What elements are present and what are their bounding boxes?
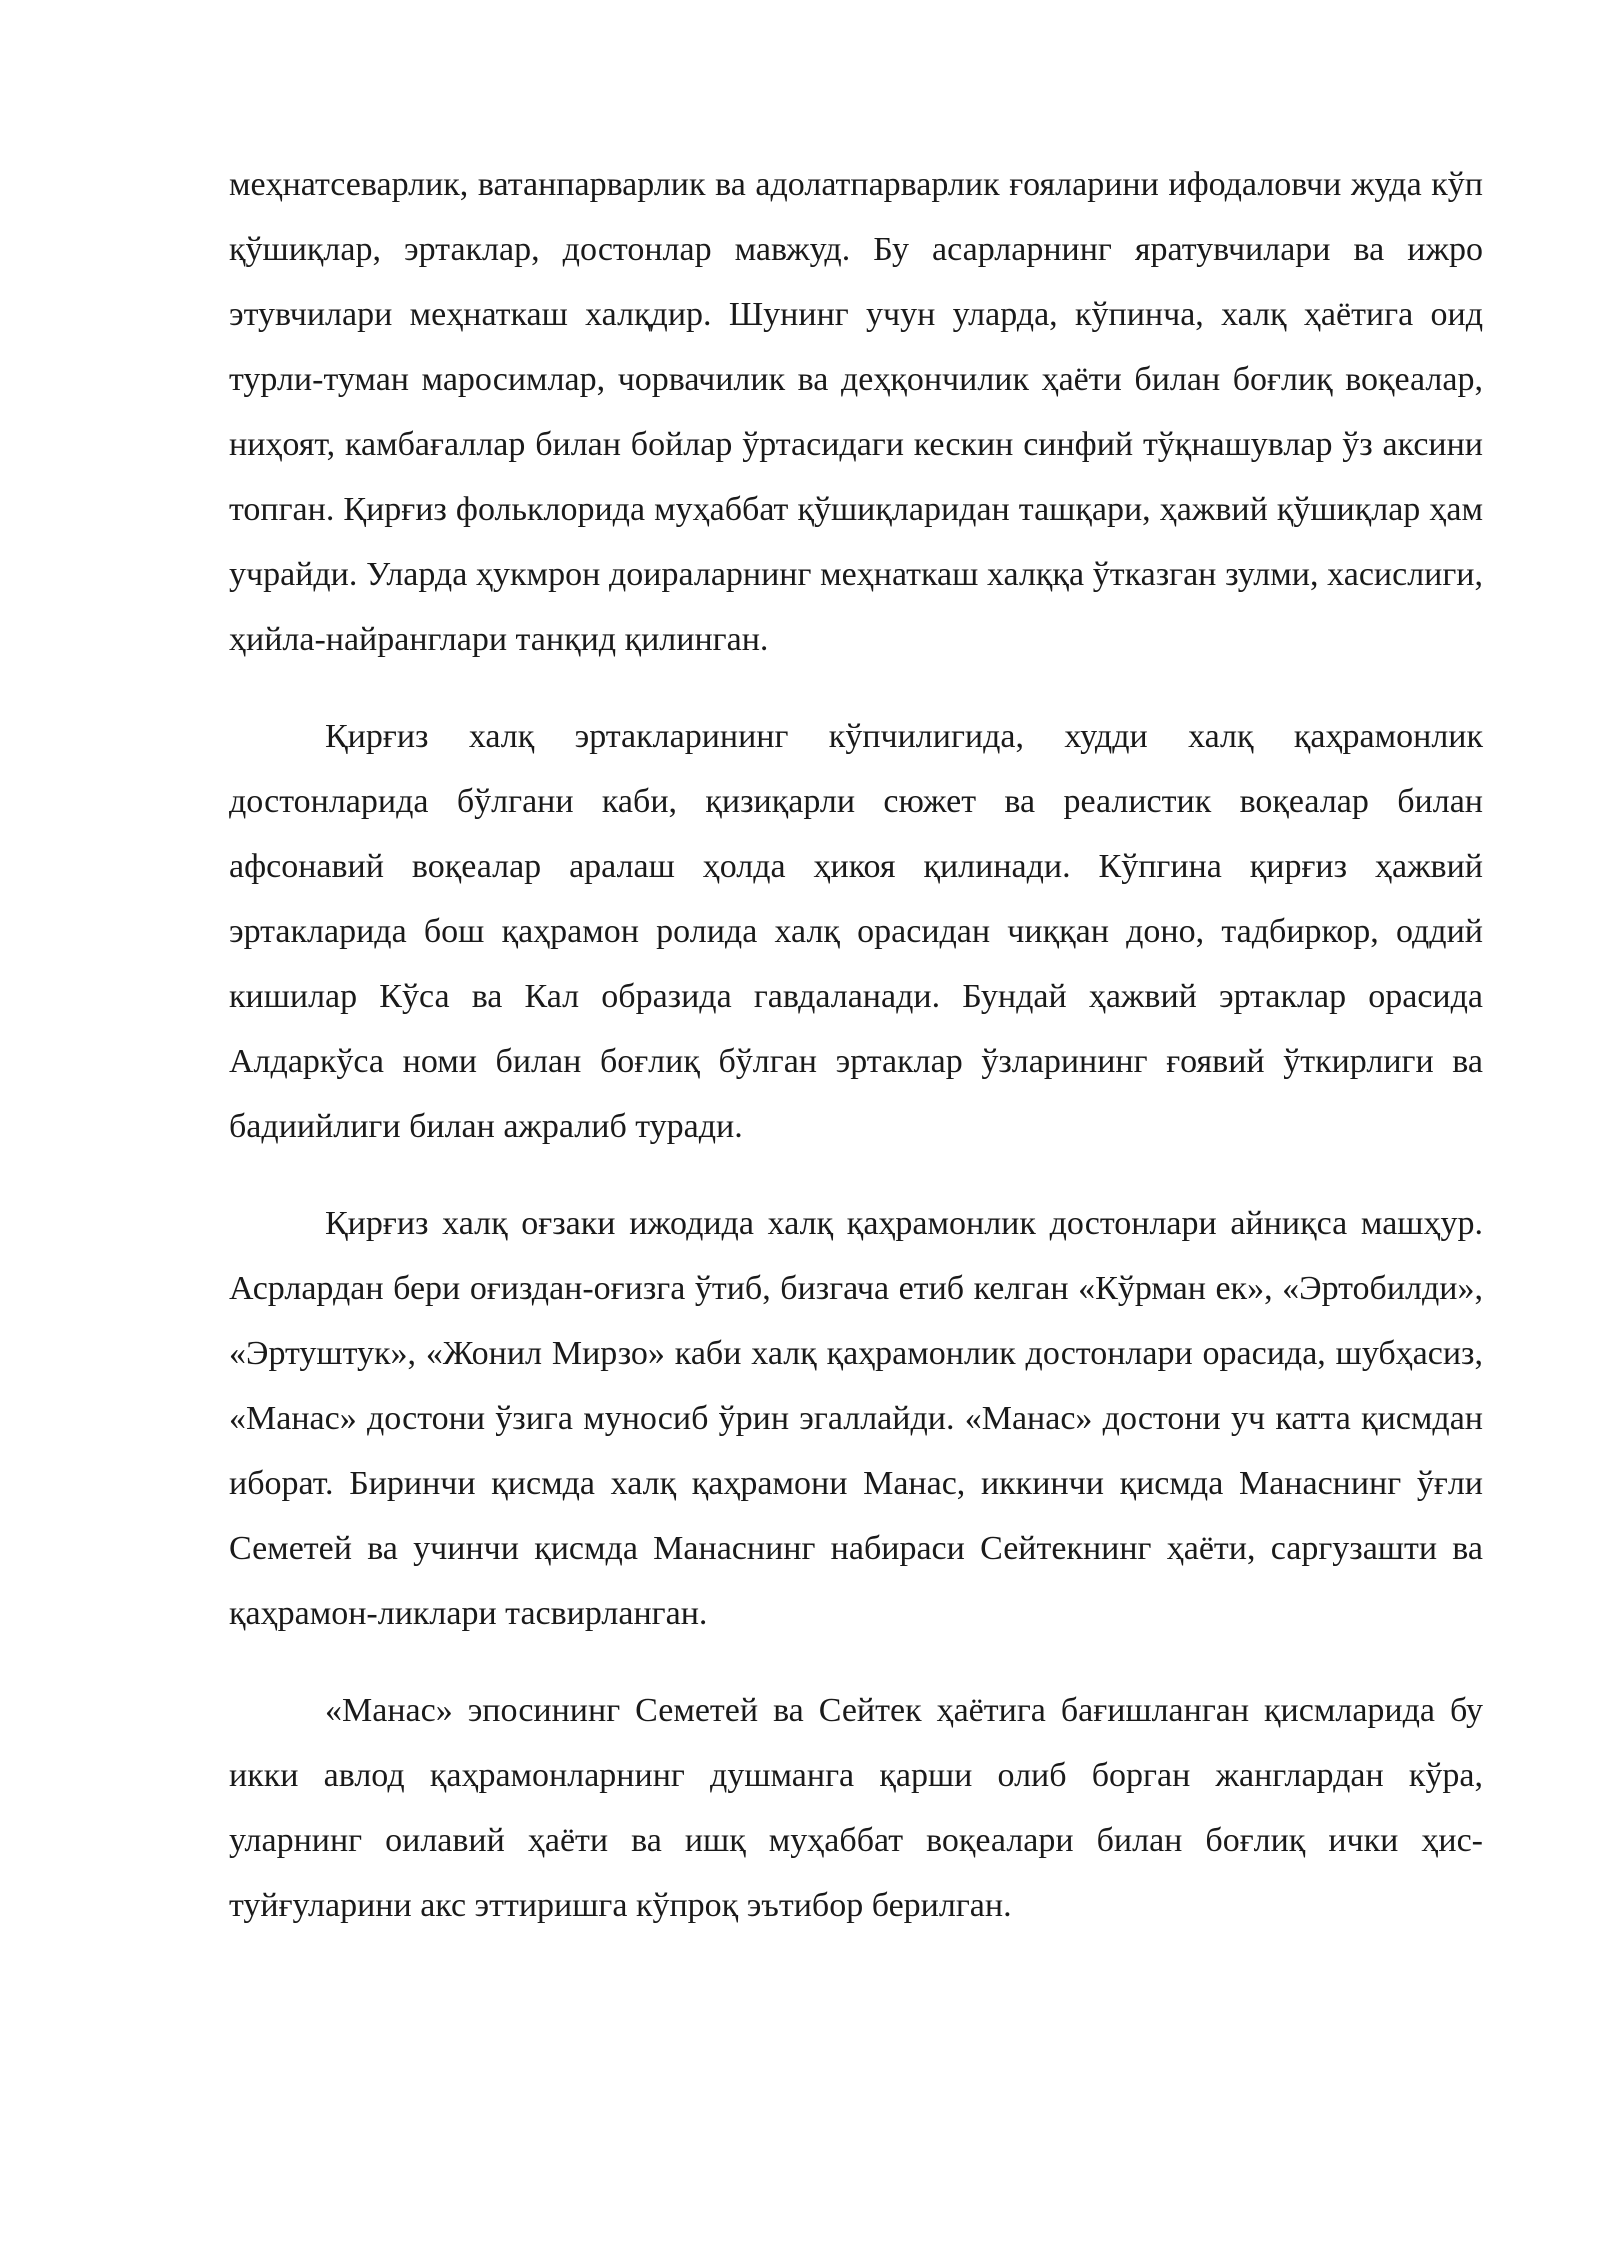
paragraph-3: Қирғиз халқ оғзаки ижодида халқ қаҳрамонлик достонлари айниқса машҳур. Асрлардан бери оғиздан-оғизга ўтиб, бизгача етиб келган «Кўрман ек», «Эртобилди», «Эртуштук», «Жонил Мирзо» каби халқ қаҳрамонлик достонлари орасида, шубҳасиз, «Манас» достони ўзига муносиб ўрин эгаллайди. «Манас» достони уч катта қисмдан иборат. Биринчи қисмда халқ қаҳрамони Манас, иккинчи қисмда Манаснинг ўғли Семетей ва учинчи қисмда Манаснинг набираси Сейтекнинг ҳаёти, саргузашти ва қаҳрамон-ликлари тасвирланган. bbox=[229, 1205, 1483, 1632]
paragraph-1: меҳнатсеварлик, ватанпарварлик ва адолатпарварлик ғояларини ифодаловчи жуда кўп қўшиқлар, эртаклар, достонлар мавжуд. Бу асарларнинг яратувчилари ва ижро этувчилари меҳнаткаш халқдир. Шунинг учун уларда, кўпинча, халқ ҳаётига оид турли-туман маросимлар, чорвачилик ва деҳқончилик ҳаёти билан боғлиқ воқеалар, ниҳоят, камбағаллар билан бойлар ўртасидаги кескин синфий тўқнашувлар ўз аксини топган. Қирғиз фольклорида муҳаббат қўшиқларидан ташқари, ҳажвий қўшиқлар ҳам учрайди. Уларда ҳукмрон доираларнинг меҳнаткаш халққа ўтказган зулми, хасислиги, ҳийла-найранглари танқид қилинган. bbox=[229, 166, 1483, 658]
document-body bbox=[229, 152, 1483, 1938]
paragraph-2: Қирғиз халқ эртакларининг кўпчилигида, худди халқ қаҳрамонлик достонларида бўлгани каби, қизиқарли сюжет ва реалистик воқеалар билан афсонавий воқеалар аралаш ҳолда ҳикоя қилинади. Кўпгина қирғиз ҳажвий эртакларида бош қаҳрамон ролида халқ орасидан чиққан доно, тадбиркор, оддий кишилар Кўса ва Кал образида гавдаланади. Бундай ҳажвий эртаклар орасида Алдаркўса номи билан боғлиқ бўлган эртаклар ўзларининг ғоявий ўткирлиги ва бадиийлиги билан ажралиб туради. bbox=[229, 718, 1483, 1145]
paragraph-4: «Манас» эпосининг Семетей ва Сейтек ҳаётига бағишланган қисмларида бу икки авлод қаҳрамонларнинг душманга қарши олиб борган жанглардан кўра, уларнинг оилавий ҳаёти ва ишқ муҳаббат воқеалари билан боғлиқ ички ҳис-туйғуларини акс эттиришга кўпроқ эътибор берилган. bbox=[229, 1692, 1483, 1924]
